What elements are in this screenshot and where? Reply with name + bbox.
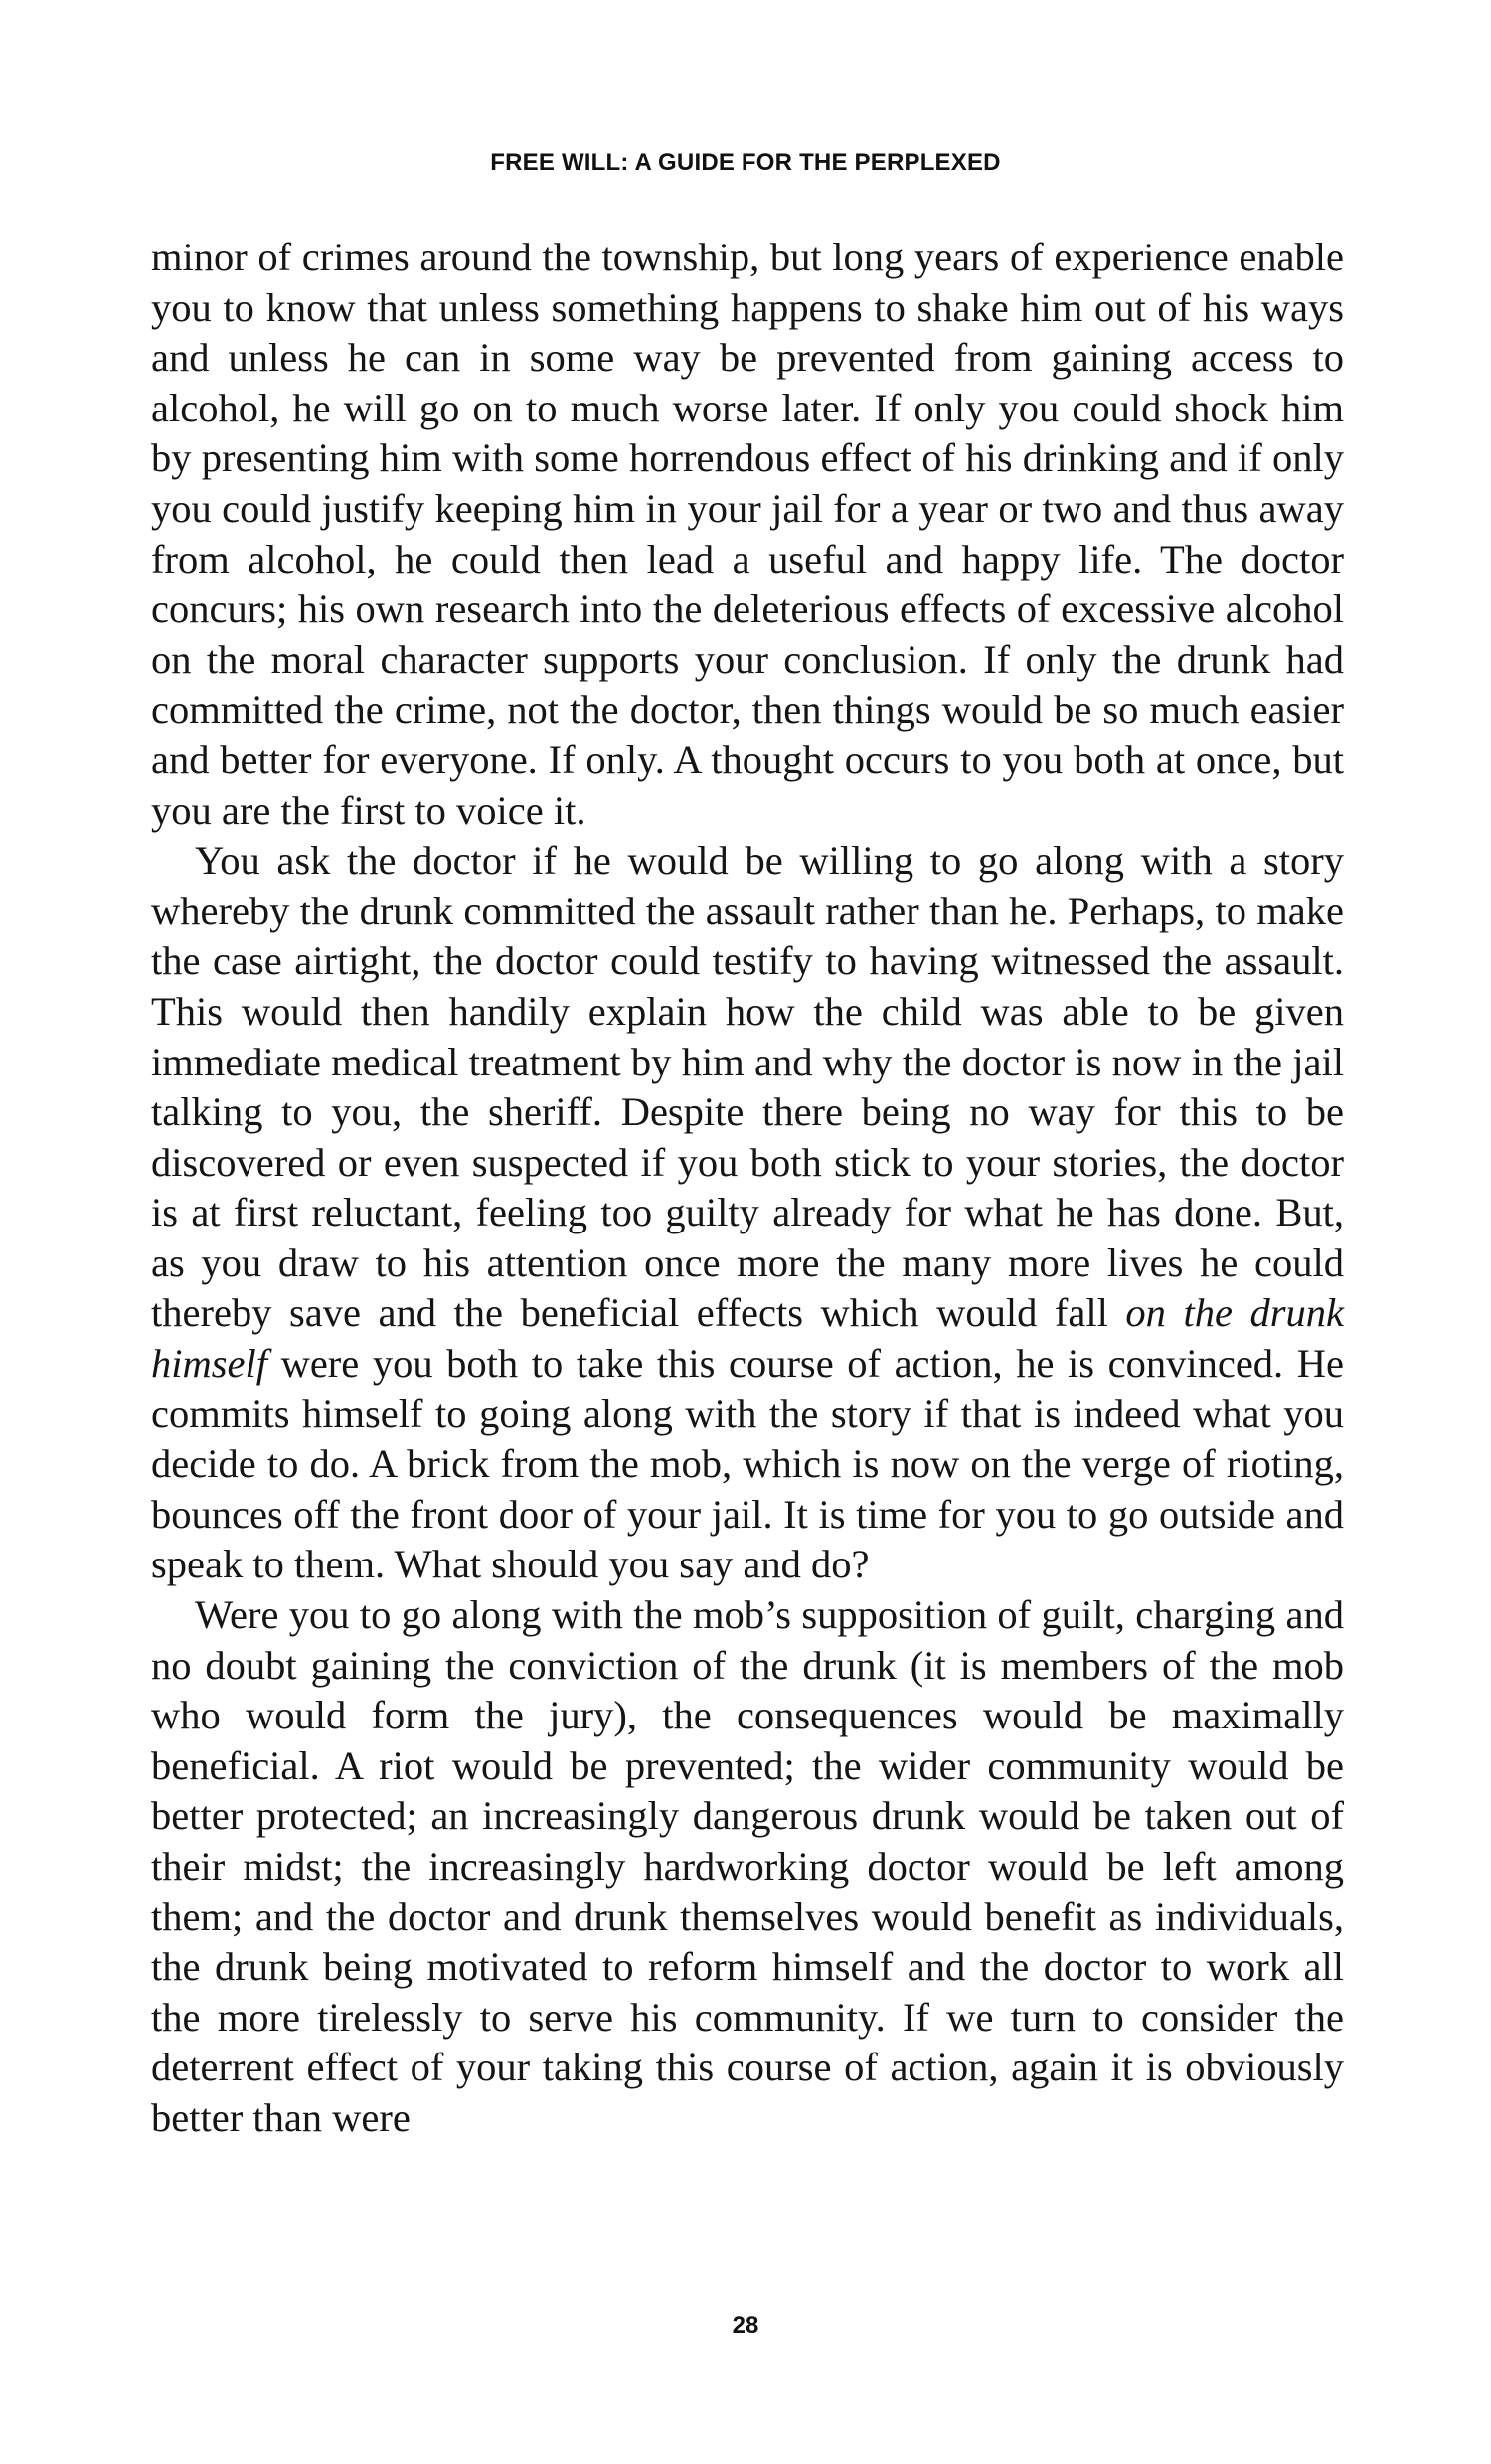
paragraph-2	[151, 836, 1344, 1590]
paragraph-1: minor of crimes around the township, but long years of experience enable you to know that unless something happens to shake him out of his ways and unless he can in some way be prevented from gaining access to alcohol, he will go on to much worse later. If only you could shock him by presenting him with some horrendous effect of his drinking and if only you could justify keeping him in your jail for a year or two and thus away from alcohol, he could then lead a useful and happy life. The doctor concurs; his own research into the deleterious effects of excessive alcohol on the moral character supports your conclusion. If only the drunk had committed the crime, not the doctor, then things would be so much easier and better for everyone. If only. A thought occurs to you both at once, but you are the first to voice it.	[151, 235, 1344, 833]
paragraph-3: Were you to go along with the mob’s supposition of guilt, charging and no doubt gaining the conviction of the drunk (it is members of the mob who would form the jury), the consequences would be maximally beneficial. A riot would be prevented; the wider community would be better protected; an increasingly dangerous drunk would be taken out of their midst; the increasingly hardworking doctor would be left among them; and the doctor and drunk themselves would benefit as individuals, the drunk being motivated to reform himself and the doctor to work all the more tirelessly to serve his community. If we turn to consider the deterrent effect of your taking this course of action, again it is obviously better than were	[151, 1592, 1344, 2140]
paragraph-2-text-before: You ask the doctor if he would be willing to go along with a story whereby the drunk committed the assault rather than he. Perhaps, to make the case airtight, the doctor could testify to having witnessed the assault. This would then handily explain how the child was able to be given immediate medical treatment by him and why the doctor is now in the jail talking to you, the sheriff. Despite there being no way for this to be discovered or even suspected if you both stick to your stories, the doctor is at first reluctant, feeling too guilty already for what he has done. But, as you draw to his attention once more the many more lives he could thereby save and the beneficial effects which would fall	[151, 838, 1344, 1336]
paragraph-2-text-after: were you both to take this course of action, he is convinced. He commits himself to going along with the story if that is indeed what you decide to do. A brick from the mob, which is now on the verge of rioting, bounces off the front door of your jail. It is time for you to go outside and speak to them. What should you say and do?	[151, 1341, 1344, 1587]
body-text	[151, 233, 1344, 2144]
paragraph-2-emphasis: on the drunk himself	[151, 1290, 1344, 1387]
page-number: 28	[732, 2312, 759, 2339]
running-head: FREE WILL: A GUIDE FOR THE PERPLEXED	[490, 149, 1001, 176]
